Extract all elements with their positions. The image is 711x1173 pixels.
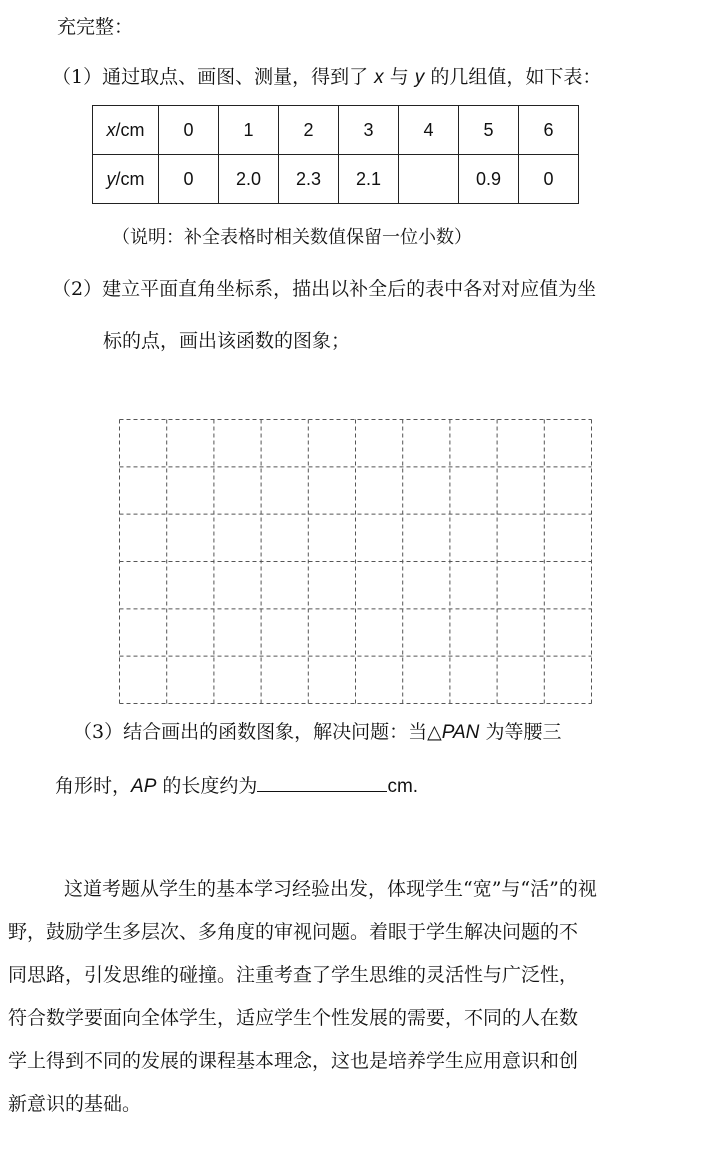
commentary-paragraph bbox=[8, 868, 706, 1126]
note-text: （说明：补全表格时相关数值保留一位小数） bbox=[112, 227, 472, 248]
table-cell: 2.3 bbox=[279, 155, 339, 204]
y-header-var: y bbox=[106, 168, 116, 189]
triangle-name: PAN bbox=[441, 722, 480, 743]
part2-line1 bbox=[52, 276, 596, 302]
table-cell: 3 bbox=[339, 106, 399, 155]
part1-text-b: 与 bbox=[389, 66, 409, 88]
answer-blank bbox=[257, 771, 387, 792]
dashed-grid bbox=[118, 418, 593, 705]
part3-line1 bbox=[73, 719, 561, 746]
table-cell: 6 bbox=[519, 106, 579, 155]
blank-answer-cell bbox=[399, 155, 459, 204]
part2-number: （2） bbox=[52, 278, 103, 300]
commentary-line: 野，鼓励学生多层次、多角度的审视问题。着眼于学生解决问题的不 bbox=[8, 921, 579, 943]
y-header-cell bbox=[93, 155, 159, 204]
table-cell: 0.9 bbox=[459, 155, 519, 204]
x-header-var: x bbox=[106, 119, 116, 140]
table-cell: 2 bbox=[279, 106, 339, 155]
part2-text-1: 建立平面直角坐标系，描出以补全后的表中各对对应值为坐 bbox=[102, 278, 597, 300]
part3-text-c: 角形时， bbox=[55, 775, 132, 797]
table-row-y bbox=[93, 155, 579, 204]
commentary-line: 学上得到不同的发展的课程基本理念，这也是培养学生应用意识和创 bbox=[8, 1050, 579, 1072]
table-cell: 2.1 bbox=[339, 155, 399, 204]
commentary-line: 符合数学要面向全体学生，适应学生个性发展的需要，不同的人在数 bbox=[8, 1007, 579, 1029]
table-cell: 2.0 bbox=[219, 155, 279, 204]
segment-ap: AP bbox=[131, 776, 157, 797]
commentary-line: 这道考题从学生的基本学习经验出发，体现学生“宽”与“活”的视 bbox=[64, 878, 597, 900]
value-table bbox=[92, 105, 579, 204]
table-cell: 0 bbox=[159, 106, 219, 155]
var-y: y bbox=[414, 67, 425, 88]
part2-line2: 标的点，画出该函数的图象； bbox=[103, 330, 351, 352]
part3-text-a: 结合画出的函数图象，解决问题：当△ bbox=[123, 721, 442, 743]
part3-line2 bbox=[55, 771, 418, 800]
table-cell: 0 bbox=[159, 155, 219, 204]
part3-number: （3） bbox=[73, 721, 124, 743]
table-cell: 4 bbox=[399, 106, 459, 155]
part1-text-a: 通过取点、画图、测量，得到了 bbox=[102, 66, 369, 88]
var-x: x bbox=[374, 67, 384, 88]
table-cell: 0 bbox=[519, 155, 579, 204]
unit-cm: cm. bbox=[387, 776, 419, 797]
part3-text-b: 为等腰三 bbox=[485, 721, 562, 743]
table-cell: 1 bbox=[219, 106, 279, 155]
commentary-line: 新意识的基础。 bbox=[8, 1093, 142, 1115]
commentary-line: 同思路，引发思维的碰撞。注重考查了学生思维的灵活性与广泛性， bbox=[8, 964, 579, 986]
table-row-x bbox=[93, 106, 579, 155]
x-header-unit: /cm bbox=[115, 119, 145, 140]
y-header-unit: /cm bbox=[115, 168, 145, 189]
table-cell: 5 bbox=[459, 106, 519, 155]
part1-statement bbox=[52, 64, 601, 91]
x-header-cell bbox=[93, 106, 159, 155]
intro-text: 充完整： bbox=[57, 16, 134, 38]
part1-number: （1） bbox=[52, 66, 103, 88]
part1-text-c: 的几组值，如下表： bbox=[430, 66, 602, 88]
part3-text-d: 的长度约为 bbox=[162, 775, 258, 797]
